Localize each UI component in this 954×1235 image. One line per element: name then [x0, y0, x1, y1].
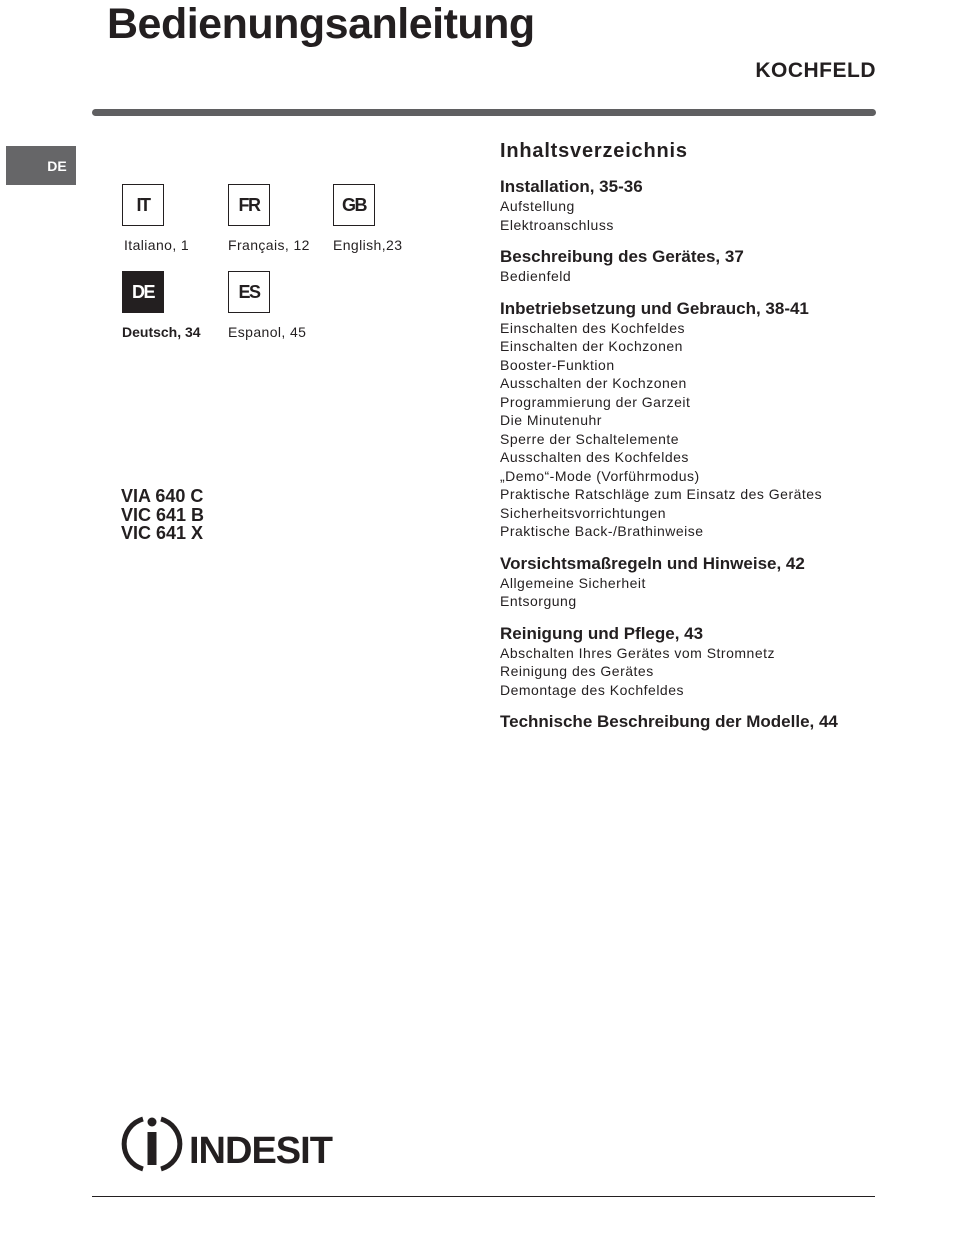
- page-title: Bedienungsanleitung: [107, 0, 535, 48]
- toc-section-installation: [500, 177, 920, 234]
- toc-heading[interactable]: Beschreibung des Gerätes, 37: [500, 247, 744, 266]
- toc-item[interactable]: Abschalten Ihres Gerätes vom Stromnetz: [500, 644, 775, 661]
- toc-section-operation: [500, 299, 920, 541]
- toc-item[interactable]: Elektroanschluss: [500, 216, 614, 233]
- language-box-it[interactable]: IT: [122, 184, 164, 226]
- model-list: [121, 487, 204, 543]
- toc-heading[interactable]: Inbetriebsetzung und Gebrauch, 38-41: [500, 298, 809, 318]
- model-name: VIC 641 X: [121, 523, 204, 543]
- toc-section-technical: [500, 712, 920, 732]
- toc-item[interactable]: Aufstellung: [500, 198, 575, 214]
- table-of-contents: [500, 140, 920, 745]
- language-box-fr[interactable]: FR: [228, 184, 270, 226]
- toc-item[interactable]: Sicherheitsvorrichtungen: [500, 504, 667, 521]
- toc-item[interactable]: Einschalten der Kochzonen: [500, 338, 683, 354]
- toc-item[interactable]: Bedienfeld: [500, 268, 572, 284]
- language-caption-fr: Français, 12: [228, 237, 310, 253]
- toc-item[interactable]: Ausschalten des Kochfeldes: [500, 449, 689, 465]
- logo-wordmark: INDESIT: [189, 1130, 332, 1172]
- toc-item[interactable]: Praktische Ratschläge zum Einsatz des Gerätes: [500, 486, 823, 502]
- toc-item[interactable]: Reinigung des Gerätes: [500, 663, 654, 679]
- toc-item[interactable]: Demontage des Kochfeldes: [500, 681, 684, 698]
- toc-item[interactable]: Entsorgung: [500, 593, 577, 609]
- language-caption-it: Italiano, 1: [124, 237, 190, 253]
- toc-section-cleaning: [500, 624, 920, 700]
- product-type-label: KOCHFELD: [755, 59, 876, 82]
- toc-section-precautions: [500, 554, 920, 611]
- footer-divider: [92, 1196, 875, 1197]
- toc-item[interactable]: Praktische Back-/Brathinweise: [500, 523, 704, 539]
- language-box-gb[interactable]: GB: [333, 184, 375, 226]
- toc-heading[interactable]: Technische Beschreibung der Modelle, 44: [500, 712, 838, 731]
- toc-item[interactable]: Sperre der Schaltelemente: [500, 430, 680, 447]
- toc-title: Inhaltsverzeichnis: [500, 140, 688, 162]
- language-box-de[interactable]: DE: [122, 271, 164, 313]
- language-tab-marker: DE: [6, 146, 76, 185]
- toc-item[interactable]: Booster-Funktion: [500, 356, 615, 373]
- toc-heading[interactable]: Reinigung und Pflege, 43: [500, 623, 704, 643]
- toc-heading[interactable]: Installation, 35-36: [500, 177, 643, 196]
- toc-heading[interactable]: Vorsichtsmaßregeln und Hinweise, 42: [500, 553, 805, 573]
- language-caption-es: Espanol, 45: [228, 324, 307, 340]
- toc-section-description: [500, 247, 920, 286]
- language-caption-gb: English,23: [333, 237, 403, 253]
- indesit-logo: [121, 1113, 351, 1175]
- model-name: VIA 640 C: [121, 486, 204, 506]
- language-box-es[interactable]: ES: [228, 271, 270, 313]
- toc-item[interactable]: Allgemeine Sicherheit: [500, 574, 646, 591]
- toc-item[interactable]: Programmierung der Garzeit: [500, 393, 691, 410]
- header-divider: [92, 109, 876, 116]
- model-name: VIC 641 B: [121, 504, 205, 525]
- toc-item[interactable]: „Demo“-Mode (Vorführmodus): [500, 467, 700, 484]
- language-caption-de: Deutsch, 34: [122, 324, 201, 340]
- toc-item[interactable]: Einschalten des Kochfeldes: [500, 319, 685, 336]
- toc-item[interactable]: Die Minutenuhr: [500, 412, 602, 428]
- indesit-i-logo-icon: [121, 1113, 351, 1175]
- toc-item[interactable]: Ausschalten der Kochzonen: [500, 375, 687, 391]
